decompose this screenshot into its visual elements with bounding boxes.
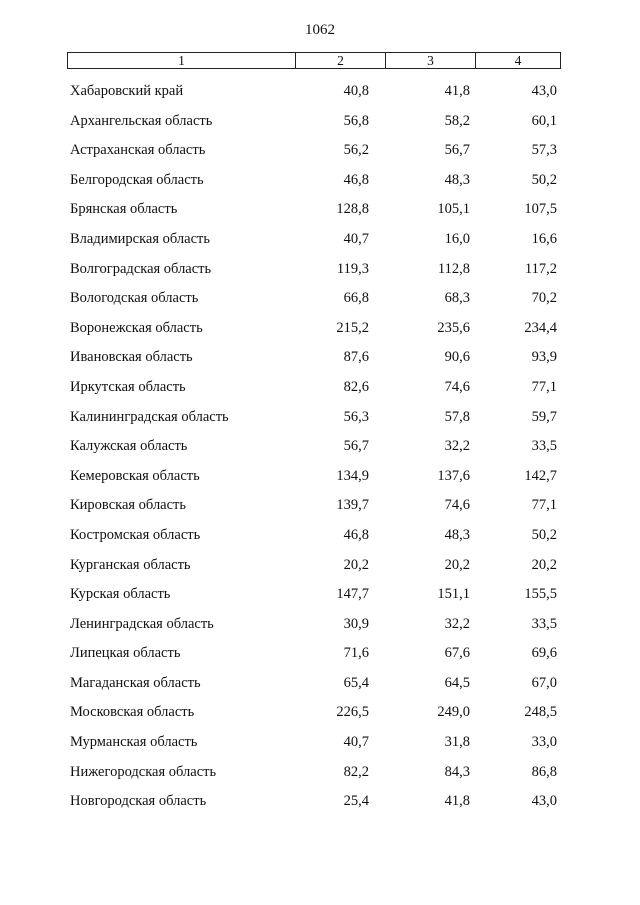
table-row [0,377,640,407]
value-col-2: 134,9 [336,467,369,484]
region-name: Брянская область [70,201,178,218]
value-col-3: 41,8 [444,83,470,99]
value-col-4: 50,2 [531,171,557,188]
value-col-2: 56,7 [343,438,369,455]
table-body [0,81,640,821]
column-header-1: 1 [178,53,185,68]
value-col-4: 70,2 [531,290,557,307]
value-col-4: 248,5 [524,704,557,721]
value-col-3: 20,2 [444,556,470,573]
value-col-2: 40,8 [343,83,369,99]
value-col-4: 86,8 [531,763,557,780]
table-row [0,140,640,170]
table-header [67,52,561,69]
table-row [0,347,640,377]
region-name: Вологодская область [70,290,199,307]
value-col-4: 33,0 [531,734,557,751]
value-col-3: 151,1 [437,586,470,603]
region-name: Архангельская область [70,112,213,129]
value-col-2: 82,2 [343,763,369,780]
region-name: Курганская область [70,556,191,573]
table-row [0,288,640,318]
value-col-3: 84,3 [444,763,470,780]
value-col-2: 226,5 [336,704,369,721]
value-col-3: 16,0 [444,230,470,247]
region-name: Владимирская область [70,230,210,247]
value-col-4: 77,1 [531,378,557,395]
table-row [0,495,640,525]
region-name: Костромская область [70,526,201,543]
value-col-3: 32,2 [444,438,470,455]
value-col-4: 67,0 [531,674,557,691]
value-col-2: 20,2 [343,556,369,573]
region-name: Ивановская область [70,349,193,366]
value-col-2: 40,7 [343,734,369,751]
value-col-3: 67,6 [444,645,470,662]
table-row [0,407,640,437]
region-name: Хабаровский край [70,83,184,99]
table-row [0,791,640,821]
region-name: Нижегородская область [70,763,217,780]
region-name: Кемеровская область [70,467,200,484]
value-col-4: 69,6 [531,645,557,662]
value-col-4: 117,2 [524,260,557,277]
value-col-4: 33,5 [531,615,557,632]
table-row [0,762,640,792]
table-row [0,643,640,673]
value-col-3: 32,2 [444,615,470,632]
value-col-3: 105,1 [437,201,470,218]
value-col-4: 43,0 [531,83,557,99]
table-row [0,259,640,289]
column-header-2: 2 [295,53,385,68]
value-col-3: 41,8 [444,793,470,810]
value-col-2: 30,9 [343,615,369,632]
column-header-3: 3 [385,53,475,68]
table-row [0,466,640,496]
value-col-4: 20,2 [531,556,557,573]
value-col-2: 87,6 [343,349,369,366]
table-row [0,111,640,141]
value-col-3: 58,2 [444,112,470,129]
value-col-3: 249,0 [437,704,470,721]
region-name: Магаданская область [70,674,201,691]
value-col-2: 40,7 [343,230,369,247]
value-col-4: 50,2 [531,526,557,543]
value-col-4: 57,3 [531,142,557,159]
value-col-2: 82,6 [343,378,369,395]
value-col-2: 66,8 [343,290,369,307]
table-row [0,584,640,614]
value-col-3: 74,6 [444,378,470,395]
table-row [0,81,640,111]
table-row [0,732,640,762]
region-name: Новгородская область [70,793,207,810]
value-col-2: 65,4 [343,674,369,691]
value-col-4: 33,5 [531,438,557,455]
value-col-2: 119,3 [336,260,369,277]
value-col-4: 16,6 [531,230,557,247]
table-row [0,702,640,732]
table-row [0,170,640,200]
value-col-2: 25,4 [343,793,369,810]
value-col-2: 215,2 [336,319,369,336]
value-col-4: 93,9 [531,349,557,366]
value-col-4: 107,5 [524,201,557,218]
region-name: Липецкая область [70,645,181,662]
value-col-2: 139,7 [336,497,369,514]
table-row [0,229,640,259]
value-col-3: 112,8 [437,260,470,277]
region-name: Белгородская область [70,171,204,188]
value-col-2: 147,7 [336,586,369,603]
value-col-2: 46,8 [343,526,369,543]
region-name: Астраханская область [70,142,206,159]
value-col-3: 64,5 [444,674,470,691]
value-col-3: 90,6 [444,349,470,366]
table-row [0,436,640,466]
table-row [0,673,640,703]
value-col-3: 68,3 [444,290,470,307]
table-row [0,318,640,348]
value-col-2: 128,8 [336,201,369,218]
region-name: Кировская область [70,497,187,514]
region-name: Ленинградская область [70,615,214,632]
table-row [0,199,640,229]
region-name: Калининградская область [70,408,229,425]
region-name: Волгоградская область [70,260,212,277]
region-name: Московская область [70,704,195,721]
region-name: Воронежская область [70,319,203,336]
value-col-3: 48,3 [444,171,470,188]
region-name: Курская область [70,586,171,603]
value-col-4: 142,7 [524,467,557,484]
value-col-3: 48,3 [444,526,470,543]
table-row [0,614,640,644]
region-name: Мурманская область [70,734,198,751]
value-col-2: 71,6 [343,645,369,662]
value-col-2: 56,2 [343,142,369,159]
value-col-2: 46,8 [343,171,369,188]
value-col-4: 234,4 [524,319,557,336]
region-name: Иркутская область [70,378,186,395]
value-col-2: 56,8 [343,112,369,129]
region-name: Калужская область [70,438,188,455]
value-col-4: 155,5 [524,586,557,603]
value-col-2: 56,3 [343,408,369,425]
value-col-4: 43,0 [531,793,557,810]
table-row [0,555,640,585]
value-col-4: 77,1 [531,497,557,514]
value-col-3: 235,6 [437,319,470,336]
value-col-3: 31,8 [444,734,470,751]
value-col-4: 60,1 [531,112,557,129]
value-col-3: 57,8 [444,408,470,425]
value-col-3: 56,7 [444,142,470,159]
column-header-4: 4 [475,53,560,68]
value-col-3: 137,6 [437,467,470,484]
value-col-3: 74,6 [444,497,470,514]
value-col-4: 59,7 [531,408,557,425]
table-row [0,525,640,555]
page-number: 1062 [305,22,335,38]
